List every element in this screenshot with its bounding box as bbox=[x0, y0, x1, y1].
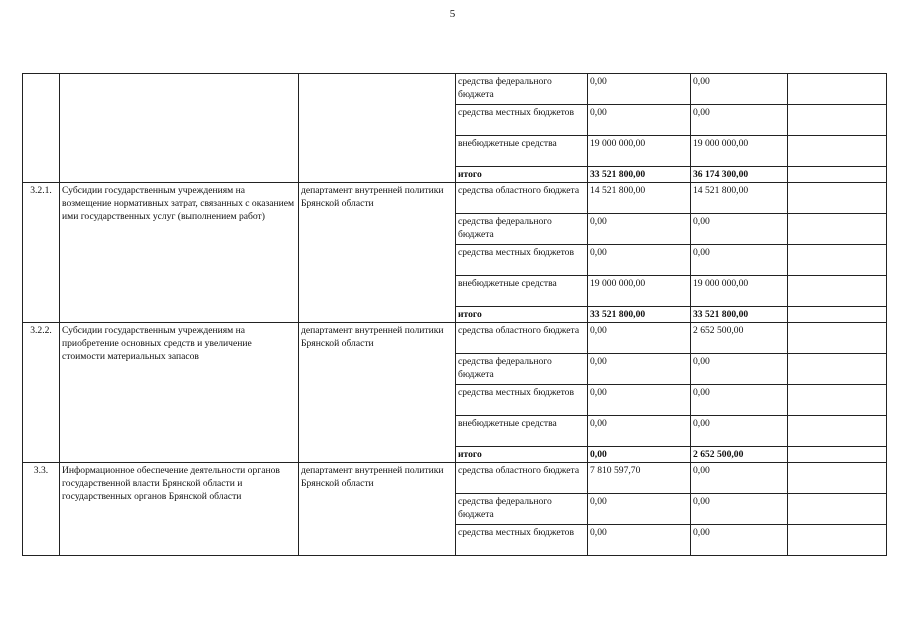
empty-cell bbox=[788, 214, 887, 245]
budget-table bbox=[22, 73, 887, 556]
empty-cell bbox=[788, 276, 887, 307]
empty-cell bbox=[788, 385, 887, 416]
activity-name: Субсидии государственным учреждениям на возмещение нормативных затрат, связанных с оказанием ими государственных услуг (выполнением работ) bbox=[60, 183, 299, 323]
item-number: 3.2.1. bbox=[23, 183, 60, 323]
amount-second: 0,00 bbox=[691, 245, 788, 276]
empty-cell bbox=[788, 323, 887, 354]
funding-source: итого bbox=[456, 307, 588, 323]
empty-cell bbox=[788, 245, 887, 276]
amount-first: 0,00 bbox=[588, 525, 691, 556]
table-row bbox=[23, 183, 887, 214]
amount-second: 0,00 bbox=[691, 354, 788, 385]
item-number: 3.3. bbox=[23, 463, 60, 556]
empty-cell bbox=[788, 416, 887, 447]
empty-cell bbox=[788, 167, 887, 183]
executor: департамент внутренней политики Брянской области bbox=[299, 323, 456, 463]
table-row bbox=[23, 463, 887, 494]
funding-source: внебюджетные средства bbox=[456, 276, 588, 307]
funding-source: средства областного бюджета bbox=[456, 183, 588, 214]
amount-second: 19 000 000,00 bbox=[691, 276, 788, 307]
amount-second: 0,00 bbox=[691, 416, 788, 447]
amount-first: 19 000 000,00 bbox=[588, 276, 691, 307]
page-number: 5 bbox=[449, 8, 456, 20]
amount-first: 0,00 bbox=[588, 245, 691, 276]
amount-first: 19 000 000,00 bbox=[588, 136, 691, 167]
amount-first: 14 521 800,00 bbox=[588, 183, 691, 214]
empty-cell bbox=[788, 447, 887, 463]
executor: департамент внутренней политики Брянской области bbox=[299, 183, 456, 323]
funding-source: средства федерального бюджета bbox=[456, 214, 588, 245]
amount-second: 36 174 300,00 bbox=[691, 167, 788, 183]
executor: департамент внутренней политики Брянской области bbox=[299, 463, 456, 556]
empty-cell bbox=[788, 105, 887, 136]
funding-source: итого bbox=[456, 447, 588, 463]
amount-second: 0,00 bbox=[691, 385, 788, 416]
funding-source: внебюджетные средства bbox=[456, 136, 588, 167]
amount-second: 0,00 bbox=[691, 214, 788, 245]
amount-second: 2 652 500,00 bbox=[691, 323, 788, 354]
amount-second: 0,00 bbox=[691, 494, 788, 525]
amount-second: 0,00 bbox=[691, 105, 788, 136]
amount-second: 2 652 500,00 bbox=[691, 447, 788, 463]
activity-name: Информационное обеспечение деятельности органов государственной власти Брянской области и государственных органов Брянской области bbox=[60, 463, 299, 556]
amount-first: 7 810 597,70 bbox=[588, 463, 691, 494]
funding-source: средства областного бюджета bbox=[456, 323, 588, 354]
funding-source: средства федерального бюджета bbox=[456, 354, 588, 385]
empty-cell bbox=[788, 354, 887, 385]
funding-source: средства местных бюджетов bbox=[456, 105, 588, 136]
funding-source: средства местных бюджетов bbox=[456, 525, 588, 556]
funding-source: средства федерального бюджета bbox=[456, 74, 588, 105]
empty-cell bbox=[788, 183, 887, 214]
empty-cell bbox=[788, 494, 887, 525]
amount-first: 0,00 bbox=[588, 354, 691, 385]
table-row bbox=[23, 323, 887, 354]
funding-source: внебюджетные средства bbox=[456, 416, 588, 447]
amount-first: 0,00 bbox=[588, 447, 691, 463]
empty-cell bbox=[788, 525, 887, 556]
amount-second: 0,00 bbox=[691, 74, 788, 105]
amount-second: 19 000 000,00 bbox=[691, 136, 788, 167]
amount-first: 0,00 bbox=[588, 105, 691, 136]
amount-first: 33 521 800,00 bbox=[588, 307, 691, 323]
table-body bbox=[23, 74, 887, 556]
funding-source: итого bbox=[456, 167, 588, 183]
funding-source: средства областного бюджета bbox=[456, 463, 588, 494]
amount-second: 33 521 800,00 bbox=[691, 307, 788, 323]
funding-source: средства местных бюджетов bbox=[456, 385, 588, 416]
amount-second: 0,00 bbox=[691, 525, 788, 556]
item-number bbox=[23, 74, 60, 183]
amount-first: 0,00 bbox=[588, 385, 691, 416]
empty-cell bbox=[788, 74, 887, 105]
funding-source: средства федерального бюджета bbox=[456, 494, 588, 525]
activity-name: Субсидии государственным учреждениям на приобретение основных средств и увеличение стоимости материальных запасов bbox=[60, 323, 299, 463]
amount-first: 0,00 bbox=[588, 494, 691, 525]
activity-name bbox=[60, 74, 299, 183]
empty-cell bbox=[788, 307, 887, 323]
amount-first: 0,00 bbox=[588, 214, 691, 245]
funding-source: средства местных бюджетов bbox=[456, 245, 588, 276]
amount-second: 14 521 800,00 bbox=[691, 183, 788, 214]
amount-second: 0,00 bbox=[691, 463, 788, 494]
amount-first: 0,00 bbox=[588, 74, 691, 105]
executor bbox=[299, 74, 456, 183]
item-number: 3.2.2. bbox=[23, 323, 60, 463]
amount-first: 0,00 bbox=[588, 323, 691, 354]
amount-first: 33 521 800,00 bbox=[588, 167, 691, 183]
table-row bbox=[23, 74, 887, 105]
amount-first: 0,00 bbox=[588, 416, 691, 447]
empty-cell bbox=[788, 463, 887, 494]
empty-cell bbox=[788, 136, 887, 167]
